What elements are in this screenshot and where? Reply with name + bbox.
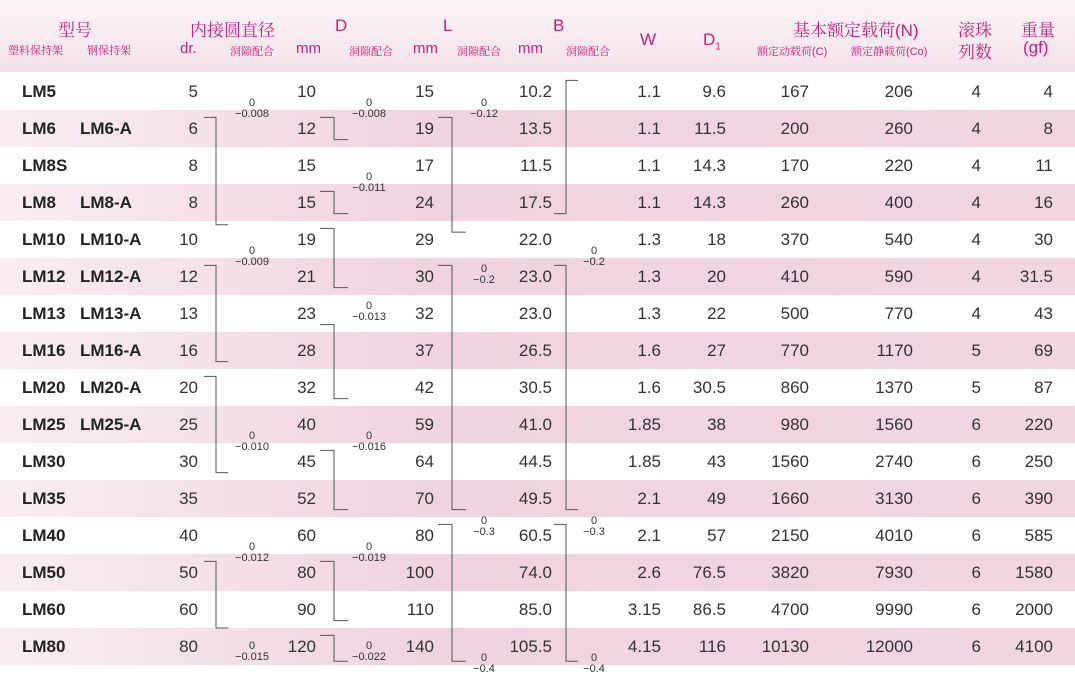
cell-l: 19 bbox=[415, 119, 434, 138]
header-ball-rows-1: 滚珠 bbox=[958, 21, 992, 40]
cell-w: 2.1 bbox=[637, 526, 661, 545]
header-L-mm: mm bbox=[413, 40, 438, 57]
cell-model: LM60 bbox=[22, 600, 66, 619]
cell-l: 70 bbox=[415, 489, 434, 508]
cell-l: 64 bbox=[415, 452, 434, 471]
bracket-D bbox=[320, 561, 348, 620]
cell-c: 410 bbox=[780, 267, 809, 286]
cell-dr: 10 bbox=[179, 230, 198, 249]
cell-b: 23.0 bbox=[518, 267, 552, 286]
cell-w: 1.3 bbox=[637, 267, 661, 286]
cell-model: LM8 bbox=[22, 193, 56, 212]
cell-w: 1.85 bbox=[627, 415, 661, 434]
cell-l: 42 bbox=[415, 378, 434, 397]
cell-weight: 390 bbox=[1024, 489, 1053, 508]
cell-co: 540 bbox=[884, 230, 913, 249]
bracket-dr bbox=[204, 561, 228, 628]
bracket-L bbox=[438, 117, 466, 232]
cell-dr: 40 bbox=[179, 526, 198, 545]
cell-alt: LM8-A bbox=[80, 193, 132, 212]
tolerance-lower: −0.013 bbox=[352, 311, 386, 323]
cell-c: 860 bbox=[780, 378, 809, 397]
bracket-D bbox=[320, 228, 348, 287]
cell-b: 49.5 bbox=[518, 489, 552, 508]
cell-co: 7930 bbox=[875, 563, 913, 582]
cell-d1: 38 bbox=[707, 415, 726, 434]
cell-d1: 57 bbox=[707, 526, 726, 545]
cell-dr: 5 bbox=[188, 82, 198, 101]
cell-d: 40 bbox=[297, 415, 316, 434]
cell-d1: 18 bbox=[707, 230, 726, 249]
cell-w: 1.3 bbox=[637, 304, 661, 323]
cell-weight: 1580 bbox=[1015, 563, 1053, 582]
cell-w: 3.15 bbox=[627, 600, 661, 619]
cell-w: 2.1 bbox=[637, 489, 661, 508]
cell-weight: 585 bbox=[1024, 526, 1053, 545]
cell-l: 59 bbox=[415, 415, 434, 434]
header-W: W bbox=[640, 30, 657, 49]
cell-d: 28 bbox=[297, 341, 316, 360]
cell-weight: 69 bbox=[1034, 341, 1053, 360]
cell-d: 80 bbox=[297, 563, 316, 582]
cell-d: 52 bbox=[297, 489, 316, 508]
cell-rows: 4 bbox=[971, 230, 981, 249]
cell-dr: 50 bbox=[179, 563, 198, 582]
cell-d1: 30.5 bbox=[692, 378, 726, 397]
cell-d: 21 bbox=[297, 267, 316, 286]
cell-alt: LM10-A bbox=[80, 230, 142, 249]
bracket-D bbox=[320, 117, 348, 139]
bracket-dr bbox=[204, 265, 228, 361]
cell-c: 167 bbox=[780, 82, 809, 101]
cell-w: 1.1 bbox=[637, 82, 661, 101]
cell-weight: 16 bbox=[1034, 193, 1053, 212]
cell-dr: 25 bbox=[179, 415, 198, 434]
cell-d: 23 bbox=[297, 304, 316, 323]
header-D-mm: mm bbox=[296, 40, 321, 57]
cell-rows: 5 bbox=[971, 378, 981, 397]
header-D1: $D_1$ bbox=[703, 30, 721, 53]
cell-co: 9990 bbox=[875, 600, 913, 619]
cell-dr: 8 bbox=[188, 193, 198, 212]
cell-weight: 87 bbox=[1034, 378, 1053, 397]
cell-l: 30 bbox=[415, 267, 434, 286]
cell-alt: LM20-A bbox=[80, 378, 142, 397]
tolerance-upper: 0 bbox=[248, 96, 256, 109]
header-B: B bbox=[553, 16, 565, 35]
cell-weight: 4100 bbox=[1015, 637, 1053, 656]
cell-weight: 4 bbox=[1043, 82, 1053, 101]
tolerance-upper: 0 bbox=[365, 96, 373, 109]
cell-rows: 4 bbox=[971, 156, 981, 175]
cell-d1: 49 bbox=[707, 489, 726, 508]
tolerance-upper: 0 bbox=[590, 244, 598, 257]
cell-l: 29 bbox=[415, 230, 434, 249]
cell-model: LM5 bbox=[22, 82, 56, 101]
cell-d: 12 bbox=[297, 119, 316, 138]
cell-l: 17 bbox=[415, 156, 434, 175]
cell-c: 980 bbox=[780, 415, 809, 434]
cell-c: 2150 bbox=[771, 526, 809, 545]
tolerance-lower: −0.2 bbox=[583, 255, 605, 268]
cell-weight: 8 bbox=[1043, 119, 1053, 138]
cell-co: 4010 bbox=[875, 526, 913, 545]
tolerance-upper: 0 bbox=[480, 651, 488, 664]
cell-l: 80 bbox=[415, 526, 434, 545]
tolerance-upper: 0 bbox=[590, 514, 598, 527]
cell-dr: 80 bbox=[179, 637, 198, 656]
cell-w: 1.1 bbox=[637, 156, 661, 175]
bracket-B bbox=[554, 524, 578, 661]
tolerance-lower: −0.12 bbox=[470, 107, 498, 120]
cell-w: 1.1 bbox=[637, 119, 661, 138]
cell-dr: 30 bbox=[179, 452, 198, 471]
tolerance-upper: 0 bbox=[480, 263, 488, 275]
cell-d1: 76.5 bbox=[692, 563, 726, 582]
cell-model: LM6 bbox=[22, 119, 56, 138]
tolerance-upper: 0 bbox=[248, 429, 256, 442]
cell-l: 37 bbox=[415, 341, 434, 360]
cell-rows: 4 bbox=[971, 267, 981, 286]
cell-model: LM30 bbox=[22, 452, 66, 471]
cell-c: 1660 bbox=[771, 489, 809, 508]
cell-model: LM16 bbox=[22, 341, 66, 360]
cell-weight: 43 bbox=[1034, 304, 1053, 323]
cell-co: 260 bbox=[884, 119, 913, 138]
tolerance-lower: −0.2 bbox=[473, 274, 495, 286]
bracket-D bbox=[320, 325, 348, 399]
cell-l: 32 bbox=[415, 304, 434, 323]
header-L: L bbox=[443, 16, 453, 35]
cell-alt: LM6-A bbox=[80, 119, 132, 138]
cell-rows: 4 bbox=[971, 193, 981, 212]
tolerance-upper: 0 bbox=[248, 244, 256, 257]
cell-rows: 6 bbox=[971, 452, 981, 471]
tolerance-lower: −0.012 bbox=[235, 551, 269, 564]
header-ball-rows-2: 列数 bbox=[958, 43, 992, 62]
cell-c: 170 bbox=[780, 156, 809, 175]
cell-weight: 250 bbox=[1024, 452, 1053, 471]
tolerance-lower: −0.3 bbox=[473, 525, 495, 538]
cell-b: 10.2 bbox=[518, 82, 552, 101]
cell-rows: 4 bbox=[971, 119, 981, 138]
header-basic-load: 基本额定载荷(N) bbox=[793, 21, 919, 40]
cell-rows: 4 bbox=[971, 304, 981, 323]
cell-model: LM25 bbox=[22, 415, 66, 434]
cell-c: 500 bbox=[780, 304, 809, 323]
cell-d1: 14.3 bbox=[692, 156, 726, 175]
cell-dr: 20 bbox=[179, 378, 198, 397]
header-D-clearance: 洞隙配合 bbox=[349, 46, 393, 58]
cell-d1: 9.6 bbox=[702, 82, 726, 101]
cell-co: 1170 bbox=[876, 341, 913, 360]
cell-c: 10130 bbox=[761, 637, 809, 656]
cell-weight: 2000 bbox=[1015, 600, 1053, 619]
cell-dr: 8 bbox=[188, 156, 198, 175]
tolerance-lower: −0.010 bbox=[235, 440, 269, 453]
tolerance-upper: 0 bbox=[480, 514, 488, 527]
tolerance-upper: 0 bbox=[248, 640, 256, 653]
cell-co: 1370 bbox=[875, 378, 913, 397]
bracket-L bbox=[438, 524, 466, 661]
cell-d1: 11.5 bbox=[694, 119, 726, 138]
cell-w: 2.6 bbox=[637, 563, 661, 582]
cell-d: 120 bbox=[287, 637, 316, 656]
cell-d: 32 bbox=[297, 378, 316, 397]
header-weight-2: (gf) bbox=[1023, 38, 1049, 57]
tolerance-upper: 0 bbox=[248, 540, 256, 553]
header-inscribed-diameter: 内接圆直径 bbox=[190, 21, 275, 40]
cell-d1: 20 bbox=[707, 267, 726, 286]
cell-d1: 86.5 bbox=[692, 600, 726, 619]
header-plastic-retainer: 塑料保持架 bbox=[8, 45, 63, 57]
header-dynamic-load: 额定动载荷(C) bbox=[757, 46, 828, 58]
cell-c: 370 bbox=[780, 230, 809, 249]
cell-rows: 6 bbox=[971, 489, 981, 508]
header-D: D bbox=[335, 16, 348, 35]
cell-dr: 12 bbox=[179, 267, 198, 286]
cell-l: 15 bbox=[415, 82, 434, 101]
cell-c: 260 bbox=[780, 193, 809, 212]
cell-weight: 31.5 bbox=[1019, 267, 1053, 286]
tolerance-lower: −0.4 bbox=[583, 662, 605, 675]
cell-co: 220 bbox=[884, 156, 913, 175]
cell-b: 17.5 bbox=[518, 193, 552, 212]
cell-b: 11.5 bbox=[520, 156, 552, 175]
cell-model: LM10 bbox=[22, 230, 66, 249]
bracket-B bbox=[554, 265, 578, 509]
cell-d1: 116 bbox=[698, 637, 726, 656]
cell-c: 200 bbox=[780, 119, 809, 138]
cell-rows: 5 bbox=[971, 341, 981, 360]
cell-alt: LM16-A bbox=[80, 341, 142, 360]
cell-model: LM12 bbox=[22, 267, 66, 286]
cell-d: 45 bbox=[297, 452, 316, 471]
cell-l: 100 bbox=[405, 563, 434, 582]
cell-model: LM35 bbox=[22, 489, 66, 508]
header-weight-1: 重量 bbox=[1021, 21, 1055, 40]
cell-rows: 6 bbox=[971, 600, 981, 619]
cell-co: 590 bbox=[884, 267, 913, 286]
cell-d: 90 bbox=[297, 600, 316, 619]
header-B-clearance: 洞隙配合 bbox=[566, 46, 610, 58]
cell-c: 1560 bbox=[771, 452, 809, 471]
cell-b: 105.5 bbox=[509, 637, 552, 656]
cell-rows: 6 bbox=[971, 637, 981, 656]
cell-b: 74.0 bbox=[518, 563, 552, 582]
cell-model: LM13 bbox=[22, 304, 66, 323]
header-L-clearance: 洞隙配合 bbox=[457, 46, 501, 58]
tolerance-lower: −0.015 bbox=[235, 651, 269, 664]
cell-w: 1.3 bbox=[637, 230, 661, 249]
header-dr: dr. bbox=[180, 40, 197, 57]
bracket-D bbox=[320, 191, 348, 213]
cell-dr: 35 bbox=[179, 489, 198, 508]
bracket-L bbox=[438, 265, 466, 509]
cell-b: 23.0 bbox=[518, 304, 552, 323]
cell-co: 206 bbox=[884, 82, 913, 101]
cell-alt: LM12-A bbox=[80, 267, 142, 286]
cell-d: 15 bbox=[297, 156, 316, 175]
cell-w: 1.1 bbox=[637, 193, 661, 212]
cell-model: LM50 bbox=[22, 563, 66, 582]
header-dr-clearance: 洞隙配合 bbox=[230, 46, 274, 58]
tolerance-lower: −0.022 bbox=[352, 651, 386, 664]
cell-l: 140 bbox=[405, 637, 434, 656]
cell-d1: 22 bbox=[707, 304, 726, 323]
cell-d: 10 bbox=[297, 82, 316, 101]
cell-b: 41.0 bbox=[518, 415, 552, 434]
cell-w: 4.15 bbox=[627, 637, 661, 656]
cell-co: 3130 bbox=[875, 489, 913, 508]
cell-d1: 27 bbox=[707, 341, 726, 360]
tolerance-lower: −0.4 bbox=[473, 662, 495, 675]
tolerance-upper: 0 bbox=[480, 96, 488, 109]
cell-c: 4700 bbox=[771, 600, 809, 619]
cell-model: LM20 bbox=[22, 378, 66, 397]
cell-dr: 60 bbox=[179, 600, 198, 619]
cell-w: 1.6 bbox=[637, 378, 661, 397]
tolerance-lower: −0.016 bbox=[352, 440, 386, 453]
cell-alt: LM13-A bbox=[80, 304, 142, 323]
cell-co: 770 bbox=[884, 304, 913, 323]
cell-rows: 6 bbox=[971, 563, 981, 582]
cell-rows: 4 bbox=[971, 82, 981, 101]
tolerance-upper: 0 bbox=[365, 540, 373, 553]
cell-d: 15 bbox=[297, 193, 316, 212]
header-steel-retainer: 钢保持架 bbox=[87, 45, 131, 57]
cell-weight: 220 bbox=[1024, 415, 1053, 434]
cell-weight: 30 bbox=[1034, 230, 1053, 249]
tolerance-lower: −0.009 bbox=[235, 255, 269, 268]
tolerance-lower: −0.008 bbox=[235, 107, 269, 120]
cell-co: 400 bbox=[884, 193, 913, 212]
tolerance-lower: −0.011 bbox=[352, 181, 386, 194]
tolerance-upper: 0 bbox=[365, 640, 373, 653]
cell-rows: 6 bbox=[971, 415, 981, 434]
header-model: 型号 bbox=[58, 21, 92, 40]
cell-b: 85.0 bbox=[518, 600, 552, 619]
tolerance-lower: −0.019 bbox=[352, 551, 386, 564]
cell-l: 110 bbox=[406, 600, 434, 619]
cell-c: 770 bbox=[780, 341, 809, 360]
tolerance-upper: 0 bbox=[365, 429, 373, 442]
cell-model: LM8S bbox=[22, 156, 68, 175]
tolerance-lower: −0.008 bbox=[352, 107, 386, 120]
cell-l: 24 bbox=[415, 193, 434, 212]
cell-alt: LM25-A bbox=[80, 415, 142, 434]
cell-weight: 11 bbox=[1035, 156, 1053, 175]
bracket-D bbox=[320, 450, 348, 509]
cell-c: 3820 bbox=[771, 563, 809, 582]
cell-b: 26.5 bbox=[518, 341, 552, 360]
cell-b: 22.0 bbox=[518, 230, 552, 249]
cell-b: 44.5 bbox=[518, 452, 552, 471]
cell-w: 1.6 bbox=[637, 341, 661, 360]
cell-co: 2740 bbox=[875, 452, 913, 471]
cell-b: 60.5 bbox=[518, 526, 552, 545]
cell-w: 1.85 bbox=[627, 452, 661, 471]
cell-rows: 6 bbox=[971, 526, 981, 545]
cell-model: LM80 bbox=[22, 637, 66, 656]
cell-dr: 13 bbox=[179, 304, 198, 323]
tolerance-upper: 0 bbox=[590, 651, 598, 664]
tolerance-upper: 0 bbox=[365, 300, 373, 312]
cell-d: 60 bbox=[297, 526, 316, 545]
bracket-dr bbox=[204, 117, 228, 224]
tolerance-upper: 0 bbox=[365, 170, 373, 183]
header-B-mm: mm bbox=[518, 40, 543, 57]
cell-d1: 14.3 bbox=[692, 193, 726, 212]
cell-dr: 6 bbox=[188, 119, 198, 138]
bracket-B bbox=[554, 80, 578, 213]
cell-d1: 43 bbox=[707, 452, 726, 471]
cell-b: 30.5 bbox=[518, 378, 552, 397]
cell-d: 19 bbox=[297, 230, 316, 249]
cell-b: 13.5 bbox=[518, 119, 552, 138]
cell-model: LM40 bbox=[22, 526, 66, 545]
header-static-load: 额定静载荷(Co) bbox=[851, 46, 928, 58]
bracket-D bbox=[320, 635, 348, 661]
cell-co: 1560 bbox=[875, 415, 913, 434]
tolerance-lower: −0.3 bbox=[583, 525, 605, 538]
bracket-dr bbox=[204, 376, 228, 472]
cell-dr: 16 bbox=[179, 341, 198, 360]
cell-co: 12000 bbox=[865, 637, 913, 656]
